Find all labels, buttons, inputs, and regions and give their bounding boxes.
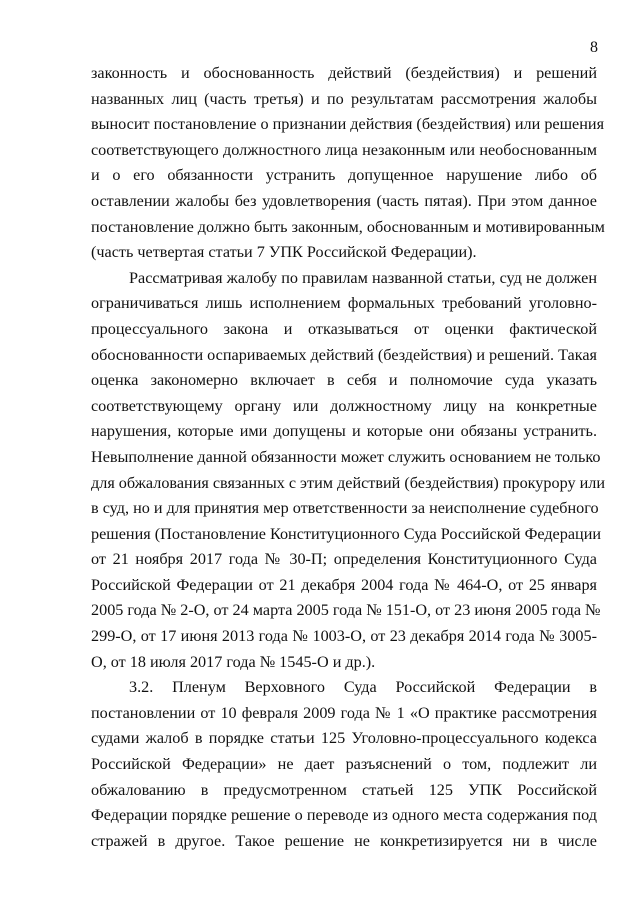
text-line: (часть четвертая статьи 7 УПК Российской Федерации).	[91, 243, 477, 262]
page-number: 8	[590, 39, 598, 56]
text-line: ограничиваться лишь исполнением формальных требований уголовно-	[91, 294, 597, 313]
text-line: нарушения, которые ими допущены и которые они обязаны устранить.	[91, 422, 597, 441]
text-line: О, от 18 июля 2017 года № 1545-О и др.).	[91, 652, 376, 671]
text-line: 2005 года № 2-О, от 24 марта 2005 года № 151-О, от 23 июня 2005 года №	[91, 601, 601, 620]
text-line: от 21 ноября 2017 года № 30-П; определения Конституционного Суда	[91, 550, 597, 569]
text-line: оценка закономерно включает в себя и полномочие суда указать	[91, 371, 597, 390]
text-line: постановление должно быть законным, обоснованным и мотивированным	[91, 217, 605, 236]
text-line: процессуального закона и отказываться от оценки фактической	[91, 319, 597, 338]
text-line: 299-О, от 17 июня 2013 года № 1003-О, от 23 декабря 2014 года № 3005-	[91, 627, 597, 646]
text-line: судами жалоб в порядке статьи 125 Уголовно-процессуального кодекса	[91, 729, 597, 748]
text-line: обжалованию в предусмотренном статьей 125 УПК Российской	[91, 780, 597, 799]
text-line: для обжалования связанных с этим действий (бездействия) прокурору или	[91, 473, 606, 492]
text-line: в суд, но и для принятия мер ответственности за неисполнение судебного	[91, 499, 599, 518]
text-line: Российской Федерации» не дает разъяснений о том, подлежит ли	[91, 755, 597, 774]
text-line: Федерации порядке решение о переводе из одного места содержания под	[91, 806, 597, 825]
body-text	[91, 61, 606, 854]
text-line: названных лиц (часть третья) и по результатам рассмотрения жалобы	[91, 89, 597, 108]
text-line: законность и обоснованность действий (бездействия) и решений	[91, 64, 597, 82]
paragraph-first-line: 3.2. Пленум Верховного Суда Российской Федерации в	[129, 678, 597, 697]
text-line: соответствующего должностного лица незаконным или необоснованным	[91, 140, 597, 159]
text-line: решения (Постановление Конституционного Суда Российской Федерации	[91, 524, 602, 543]
text-line: выносит постановление о признании действия (бездействия) или решения	[91, 115, 605, 134]
text-line: стражей в другое. Такое решение не конкретизируется ни в числе	[91, 831, 597, 850]
text-line: и о его обязанности устранить допущенное нарушение либо об	[91, 166, 597, 185]
text-line: Невыполнение данной обязанности может служить основанием не только	[91, 447, 601, 466]
text-line: соответствующему органу или должностному лицу на конкретные	[91, 396, 597, 415]
text-line: обоснованности оспариваемых действий (бездействия) и решений. Такая	[91, 345, 597, 364]
text-line: Российской Федерации от 21 декабря 2004 года № 464-О, от 25 января	[91, 575, 597, 594]
text-line: постановлении от 10 февраля 2009 года № 1 «О практике рассмотрения	[91, 703, 597, 722]
paragraph-first-line: Рассматривая жалобу по правилам названной статьи, суд не должен	[129, 268, 597, 287]
text-line: оставлении жалобы без удовлетворения (часть пятая). При этом данное	[91, 191, 597, 210]
